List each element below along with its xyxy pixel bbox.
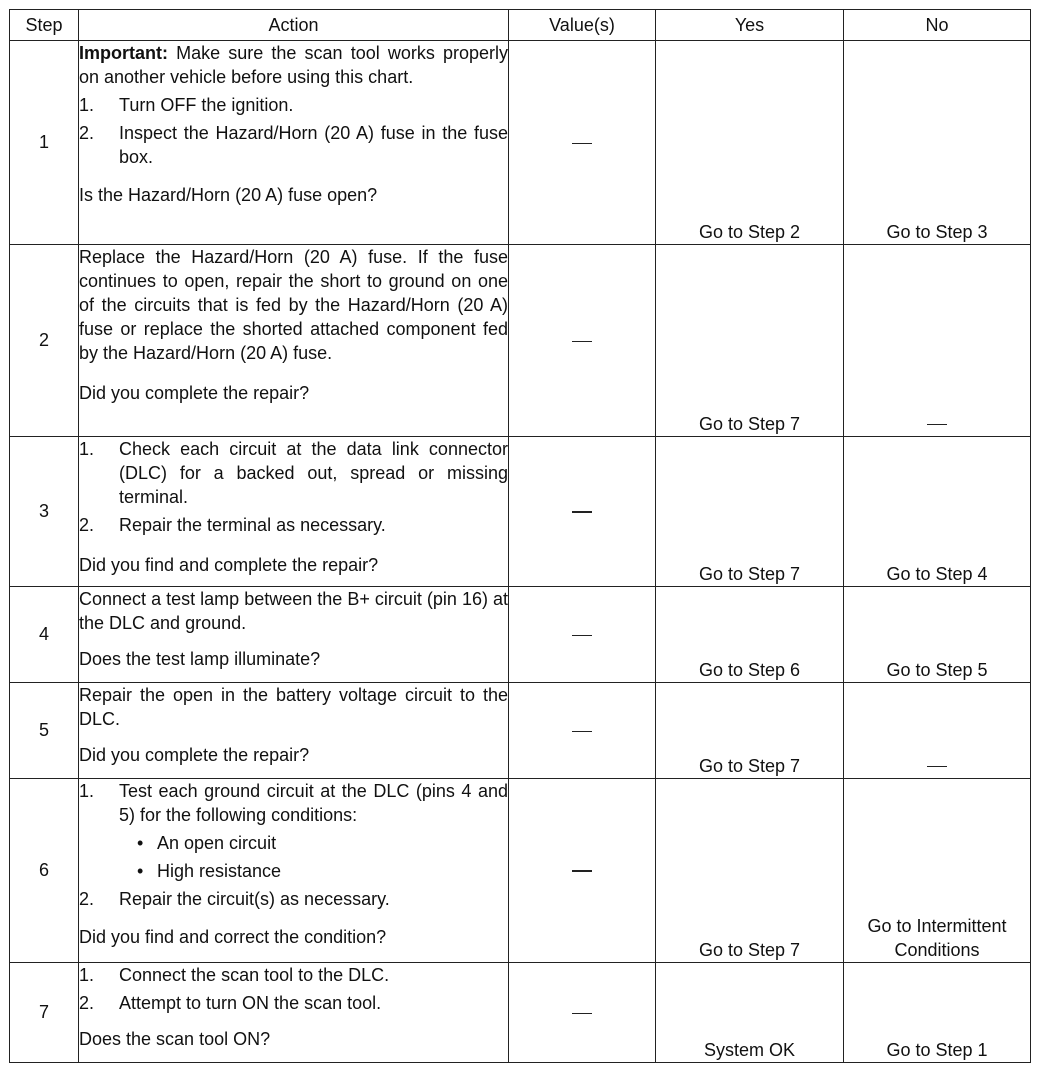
item-text: Attempt to turn ON the scan tool. (119, 993, 382, 1013)
table-row (10, 41, 1031, 245)
bullet-item (79, 859, 508, 883)
yes-cell: Go to Step 7 (656, 779, 844, 963)
step-number: 5 (10, 683, 79, 779)
action-paragraph: Connect a test lamp between the B+ circuit (pin 16) at the DLC and ground. (79, 589, 508, 633)
table-row (10, 587, 1031, 683)
value-dash (572, 511, 592, 513)
list-item (79, 93, 508, 117)
action-paragraph: Repair the open in the battery voltage circuit to the DLC. (79, 685, 508, 729)
no-dash (927, 424, 947, 425)
action-cell (79, 587, 509, 683)
header-step: Step (10, 10, 79, 41)
yes-cell: Go to Step 6 (656, 587, 844, 683)
table-row (10, 437, 1031, 587)
item-number: 1. (79, 439, 95, 459)
item-number: 2. (79, 993, 95, 1013)
item-text: Turn OFF the ignition. (119, 95, 294, 115)
table-row (10, 779, 1031, 963)
question: Did you find and complete the repair? (79, 555, 379, 575)
step-number: 7 (10, 963, 79, 1063)
important-text: Make sure the scan tool works properly on another vehicle before using this chart. (79, 43, 508, 87)
list-item (79, 513, 508, 537)
action-cell (79, 245, 509, 437)
action-paragraph: Replace the Hazard/Horn (20 A) fuse. If the fuse continues to open, repair the short to ground on one of the circuits that is fed by the Hazard/Horn (20 A) fuse or replace the shorted attached component fed by the Hazard/Horn (20 A) fuse. (79, 247, 508, 363)
no-cell: Go to Step 1 (844, 963, 1031, 1063)
action-cell (79, 41, 509, 245)
value-cell (509, 587, 656, 683)
step-number: 1 (10, 41, 79, 245)
item-number: 1. (79, 95, 95, 115)
header-yes: Yes (656, 10, 844, 41)
value-cell (509, 963, 656, 1063)
step-number: 4 (10, 587, 79, 683)
table-row (10, 683, 1031, 779)
table-row (10, 963, 1031, 1063)
value-cell (509, 683, 656, 779)
list-item (79, 887, 508, 911)
value-dash (572, 341, 592, 342)
list-item (79, 779, 508, 827)
value-dash (572, 635, 592, 636)
item-text: Connect the scan tool to the DLC. (119, 965, 390, 985)
item-text: Test each ground circuit at the DLC (pins 4 and 5) for the following conditions: (119, 781, 508, 825)
question: Does the scan tool ON? (79, 1029, 271, 1049)
step-number: 2 (10, 245, 79, 437)
step-number: 3 (10, 437, 79, 587)
no-cell: Go to Step 3 (844, 41, 1031, 245)
no-dash (927, 766, 947, 767)
value-dash (572, 731, 592, 732)
value-dash (572, 870, 592, 872)
value-cell (509, 41, 656, 245)
item-number: 1. (79, 965, 95, 985)
bullet-text: High resistance (157, 861, 282, 881)
table-row (10, 245, 1031, 437)
important-label: Important: (79, 43, 168, 63)
item-text: Repair the circuit(s) as necessary. (119, 889, 390, 909)
action-cell (79, 683, 509, 779)
yes-cell: Go to Step 7 (656, 683, 844, 779)
list-item (79, 121, 508, 169)
item-number: 1. (79, 781, 95, 801)
no-cell (844, 683, 1031, 779)
bullet-item (79, 831, 508, 855)
list-item (79, 991, 508, 1015)
diagnostic-table (9, 9, 1031, 1063)
action-cell (79, 963, 509, 1063)
action-cell (79, 437, 509, 587)
item-text: Check each circuit at the data link connector (DLC) for a backed out, spread or missing terminal. (119, 439, 508, 507)
question: Did you find and correct the condition? (79, 927, 387, 947)
yes-cell: Go to Step 2 (656, 41, 844, 245)
header-value: Value(s) (509, 10, 656, 41)
bullet-icon: • (137, 833, 144, 853)
item-text: Inspect the Hazard/Horn (20 A) fuse in the fuse box. (119, 123, 508, 167)
bullet-text: An open circuit (157, 833, 277, 853)
header-action: Action (79, 10, 509, 41)
question: Does the test lamp illuminate? (79, 649, 321, 669)
value-cell (509, 437, 656, 587)
item-number: 2. (79, 123, 95, 143)
value-cell (509, 245, 656, 437)
value-dash (572, 143, 592, 144)
item-text: Repair the terminal as necessary. (119, 515, 386, 535)
no-cell: Go to Step 5 (844, 587, 1031, 683)
question: Did you complete the repair? (79, 383, 310, 403)
yes-cell: System OK (656, 963, 844, 1063)
item-number: 2. (79, 515, 95, 535)
bullet-icon: • (137, 861, 144, 881)
yes-cell: Go to Step 7 (656, 245, 844, 437)
list-item (79, 963, 508, 987)
value-dash (572, 1013, 592, 1014)
list-item (79, 437, 508, 509)
action-cell (79, 779, 509, 963)
item-number: 2. (79, 889, 95, 909)
important-note (79, 41, 508, 89)
step-number: 6 (10, 779, 79, 963)
question: Did you complete the repair? (79, 745, 310, 765)
header-row (10, 10, 1031, 41)
question: Is the Hazard/Horn (20 A) fuse open? (79, 185, 378, 205)
no-cell (844, 245, 1031, 437)
yes-cell: Go to Step 7 (656, 437, 844, 587)
no-cell: Go to Step 4 (844, 437, 1031, 587)
value-cell (509, 779, 656, 963)
no-cell: Go to Intermittent Conditions (844, 779, 1031, 963)
header-no: No (844, 10, 1031, 41)
